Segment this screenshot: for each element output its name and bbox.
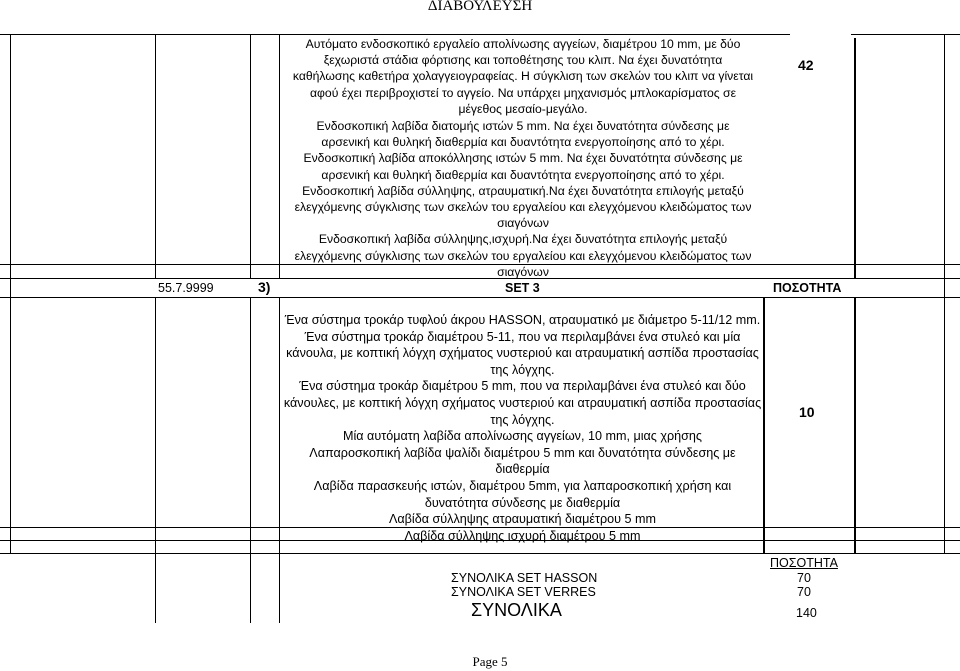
set-title: SET 3 bbox=[505, 281, 540, 295]
summary-row-value: 70 bbox=[797, 571, 811, 585]
item-code: 55.7.9999 bbox=[158, 281, 214, 295]
description-line: Αυτόματο ενδοσκοπικό εργαλείο απολίνωσης αγγείων, διαμέτρου 10 mm, με δύο bbox=[305, 37, 741, 51]
description-line: Ενδοσκοπική λαβίδα σύλληψης,ισχυρή.Να έχει δυνατότητα επιλογής μεταξύ bbox=[318, 232, 728, 247]
description-line: διαθερμία bbox=[495, 462, 550, 477]
description-line: Ένα σύστημα τροκάρ τυφλού άκρου HASSON, ατραυματικό με διάμετρο 5-11/12 mm. bbox=[284, 313, 761, 327]
summary-quantity-header: ΠΟΣΟΤΗΤΑ bbox=[770, 556, 838, 570]
description-line: αρσενική και θυληκή διαθερμία και δυαντότητα ενεργοποίησης από το χέρι. bbox=[321, 167, 725, 182]
page-number: Page 5 bbox=[472, 654, 508, 669]
description-line: μέγεθος μεσαίο-μεγάλο. bbox=[458, 101, 588, 116]
quantity-header: ΠΟΣΟΤΗΤΑ bbox=[773, 281, 842, 295]
description-line: καθήλωσης καθετήρα χολαγγειογραφείας. Η σύγκλιση των σκελών του κλιπ να γίνεται bbox=[292, 69, 754, 84]
description-line: κάνουλα, με κοπτική λόγχη σχήματος νυστεριού και ατραυματική ασπίδα προστασίας bbox=[286, 346, 759, 361]
description-line: ξεχωριστά στάδια φόρτισης και τοποθέτησης του κλιπ. Να έχει δυνατότητα bbox=[323, 53, 723, 68]
description-line: Ενδοσκοπική λαβίδα διατομής ιστών 5 mm. Να έχει δυνατότητα σύνδεσης με bbox=[316, 119, 730, 134]
description-line: της λόγχης. bbox=[490, 362, 555, 377]
page-title: ΔΙΑΒΟΥΛΕΥΣΗ bbox=[427, 0, 533, 14]
description-line: Λαβίδα παρασκευής ιστών, διαμέτρου 5mm, για λαπαροσκοπική χρήση και bbox=[313, 478, 732, 493]
description-line: κάνουλες, με κοπτική λόγχη σχήματος νυστεριού και ατραυματική ασπίδα προστασίας bbox=[283, 395, 762, 410]
item-number: 3) bbox=[258, 279, 271, 295]
description-line: αρσενική και θυληκή διαθερμία και δυαντότητα ενεργοποίησης από το χέρι. bbox=[321, 135, 725, 150]
description-line: αφού έχει περιβροχιστεί το αγγείο. Να υπάρχει μηχανισμός μπλοκαρίσματος σε bbox=[309, 85, 737, 100]
description-line: δυνατότητα σύνδεσης με διαθερμία bbox=[424, 495, 621, 510]
description-line: της λόγχης. bbox=[490, 412, 555, 427]
description-line: Λαβίδα σύλληψης ατραυματική διαμέτρου 5 mm bbox=[388, 512, 656, 527]
top-block-quantity: 42 bbox=[798, 57, 814, 73]
description-line: Μία αυτόματη λαβίδα απολίνωσης αγγείων, 10 mm, μιας χρήσης bbox=[342, 429, 702, 444]
summary-row-label: ΣΥΝΟΛΙΚΑ SET VERRES bbox=[451, 585, 596, 599]
description-line: ελεγχόμενης σύγκλισης των σκελών του εργαλείου και ελεγχόμενου κλειδώματος των bbox=[294, 200, 752, 215]
summary-row-label: ΣΥΝΟΛΙΚΑ SET HASSON bbox=[451, 571, 598, 585]
summary-total-value: 140 bbox=[796, 606, 817, 620]
description-line: Λαπαροσκοπική λαβίδα ψαλίδι διαμέτρου 5 mm και δυνατότητα σύνδεσης με bbox=[309, 445, 736, 460]
set3-description bbox=[280, 312, 765, 544]
summary-total-label: ΣΥΝΟΛΙΚΑ bbox=[471, 600, 562, 620]
summary-row-value: 70 bbox=[797, 585, 811, 599]
top-block-description bbox=[288, 36, 758, 280]
description-line: Λαβίδα σύλληψης ισχυρή διαμέτρου 5 mm bbox=[404, 528, 641, 543]
description-line: Ενδοσκοπική λαβίδα αποκόλλησης ιστών 5 mm. Να έχει δυνατότητα σύνδεσης με bbox=[303, 151, 743, 166]
description-line: σιαγόνων bbox=[497, 264, 549, 279]
description-line: σιαγόνων bbox=[497, 216, 549, 231]
description-line: Ένα σύστημα τροκάρ διαμέτρου 5 mm, που να περιλαμβάνει ένα στυλεό και δύο bbox=[299, 379, 746, 394]
description-line: ελεγχόμενης σύγκλισης των σκελών του εργαλείου και ελεγχόμενου κλειδώματος των bbox=[294, 248, 752, 263]
set3-quantity: 10 bbox=[799, 404, 815, 420]
description-line: Ενδοσκοπική λαβίδα σύλληψης, ατραυματική.Να έχει δυνατότητα επιλογής μεταξύ bbox=[302, 183, 744, 198]
description-line: Ένα σύστημα τροκάρ διαμέτρου 5-11, που να περιλαμβάνει ένα στυλεό και μία bbox=[304, 329, 741, 344]
